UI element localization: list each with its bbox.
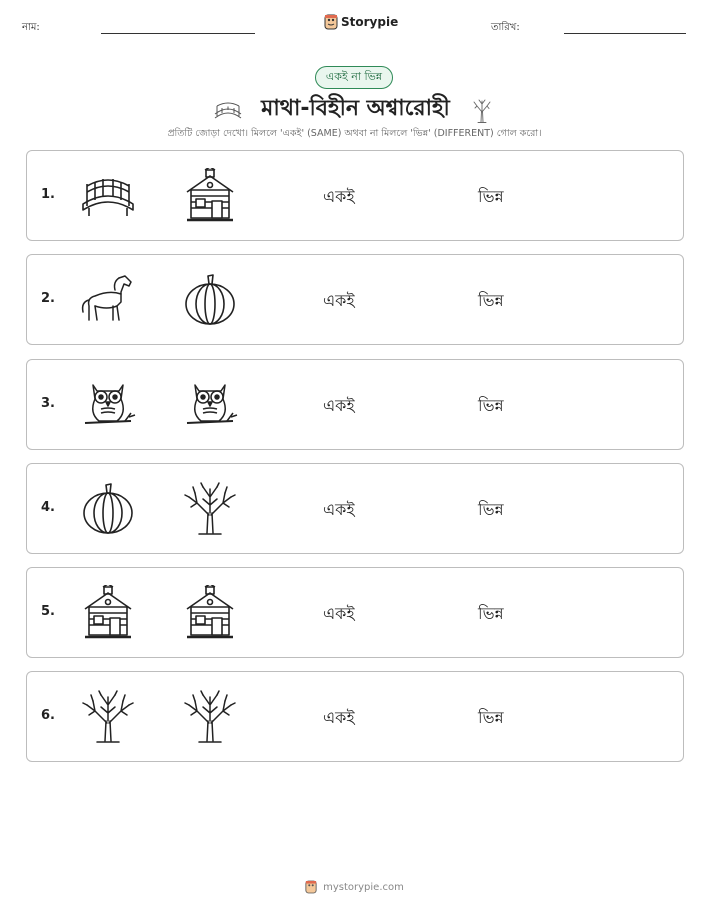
exercise-row-3 [26, 359, 684, 450]
same-option[interactable]: একই [323, 291, 355, 310]
same-option[interactable]: একই [323, 187, 355, 206]
pumpkin-icon [181, 272, 239, 328]
same-option[interactable]: একই [323, 708, 355, 727]
row-number: 5. [41, 604, 55, 619]
page-title: মাথা-বিহীন অশ্বারোহী [261, 96, 450, 121]
owl-icon [181, 377, 239, 433]
pumpkin-icon [79, 481, 137, 537]
date-label: তারিখ: [491, 22, 520, 33]
footer [0, 880, 709, 894]
date-field[interactable] [564, 33, 686, 34]
different-option[interactable]: ভিন্ন [478, 500, 504, 519]
different-option[interactable]: ভিন্ন [478, 604, 504, 623]
schoolhouse-icon [79, 585, 137, 641]
storypie-mascot-icon [324, 14, 338, 30]
title-row [0, 91, 709, 128]
tree-icon [181, 689, 239, 745]
owl-icon [79, 377, 137, 433]
name-field[interactable] [101, 33, 255, 34]
schoolhouse-icon [181, 585, 239, 641]
same-option[interactable]: একই [323, 500, 355, 519]
horse-icon [79, 272, 137, 328]
different-option[interactable]: ভিন্ন [478, 708, 504, 727]
tree-icon [79, 689, 137, 745]
storypie-mascot-icon [305, 880, 317, 894]
tree-icon [181, 481, 239, 537]
different-option[interactable]: ভিন্ন [478, 291, 504, 310]
same-option[interactable]: একই [323, 604, 355, 623]
activity-badge: একই না ভিন্ন [315, 66, 393, 89]
footer-link[interactable]: mystorypie.com [323, 881, 404, 893]
row-number: 2. [41, 291, 55, 306]
brand-name: Storypie [341, 15, 399, 29]
brand-logo [324, 14, 398, 30]
name-label: নাম: [22, 22, 40, 33]
exercise-row-4 [26, 463, 684, 554]
row-number: 3. [41, 396, 55, 411]
exercise-row-2 [26, 254, 684, 345]
bridge-icon [79, 168, 137, 224]
row-number: 6. [41, 708, 55, 723]
row-number: 1. [41, 187, 55, 202]
same-option[interactable]: একই [323, 396, 355, 415]
bridge-icon [213, 99, 243, 121]
different-option[interactable]: ভিন্ন [478, 187, 504, 206]
tree-icon [468, 95, 496, 125]
exercise-row-6 [26, 671, 684, 762]
exercise-row-5 [26, 567, 684, 658]
exercise-row-1 [26, 150, 684, 241]
different-option[interactable]: ভিন্ন [478, 396, 504, 415]
row-number: 4. [41, 500, 55, 515]
schoolhouse-icon [181, 168, 239, 224]
instructions: প্রতিটি জোড়া দেখো। মিললে 'একই' (SAME) অথবা না মিললে 'ভিন্ন' (DIFFERENT) গোল করো। [167, 128, 542, 139]
